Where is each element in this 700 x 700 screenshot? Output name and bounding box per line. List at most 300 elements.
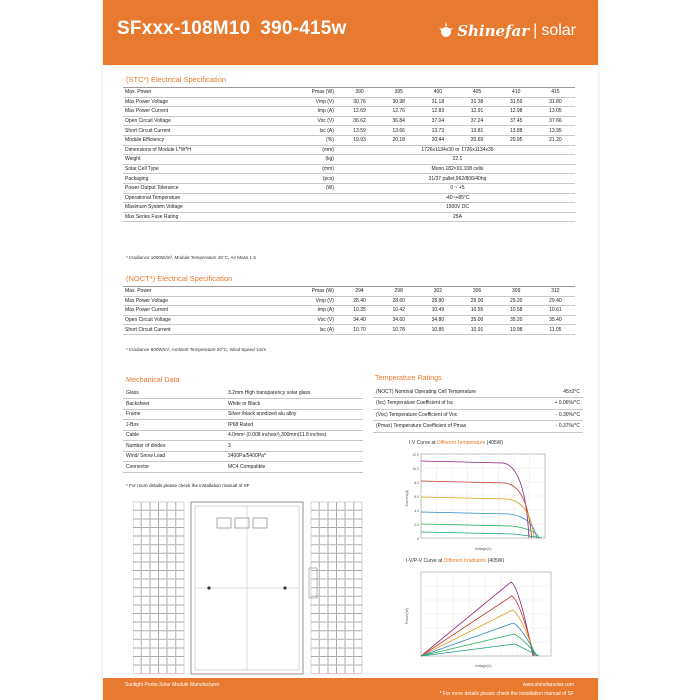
table-row: [123, 441, 363, 452]
row-value: 35.00: [457, 315, 496, 325]
cell: [345, 657, 353, 665]
cell: [159, 571, 167, 579]
cell: [311, 657, 319, 665]
cell: [176, 511, 184, 519]
cell: [328, 545, 336, 553]
cell: [167, 502, 175, 510]
row-value: 415: [536, 88, 575, 98]
cell: [142, 502, 150, 510]
cell: [150, 571, 158, 579]
pv-curve-title: I-V/P-V Curve at Different Irradiation (405W): [406, 558, 505, 564]
cell: [167, 588, 175, 596]
cell: [150, 579, 158, 587]
cell: [159, 605, 167, 613]
row-value: 10.70: [340, 325, 379, 335]
cell: [337, 502, 345, 510]
row-value: 37.45: [497, 116, 536, 126]
row-label: (Voc) Temperature Coefficient of Voc: [373, 409, 535, 421]
row-value: 31.80: [536, 97, 575, 107]
cell: [320, 571, 328, 579]
row-value: 12.98: [497, 107, 536, 117]
row-label: Max Series Fuse Rating: [123, 212, 274, 222]
y-tick-label: 6.0: [414, 495, 419, 499]
cell: [159, 562, 167, 570]
cell: [133, 657, 141, 665]
row-value: Silver /black anodized alu alloy: [225, 409, 363, 420]
cell: [176, 665, 184, 673]
cell: [311, 511, 319, 519]
power-range: 390-415w: [260, 18, 347, 39]
table-row: [373, 421, 583, 433]
cell: [328, 640, 336, 648]
row-unit: Voc (V): [274, 315, 340, 325]
cell: [159, 536, 167, 544]
cell: [345, 605, 353, 613]
row-value: 37.04: [418, 116, 457, 126]
cell: [176, 562, 184, 570]
row-value: 30.76: [340, 97, 379, 107]
cell: [142, 622, 150, 630]
cell: [320, 648, 328, 656]
cell: [176, 597, 184, 605]
cell: [328, 579, 336, 587]
cell: [167, 554, 175, 562]
row-value: 37.24: [457, 116, 496, 126]
cell: [167, 528, 175, 536]
stc-section-title: (STC*) Electrical Specification: [126, 75, 227, 84]
row-label: Open Circuit Voltage: [123, 315, 274, 325]
cell: [311, 579, 319, 587]
cell: [142, 640, 150, 648]
row-value: 34.40: [340, 315, 379, 325]
cell: [159, 545, 167, 553]
mechanical-section-title: Mechanical Data: [126, 375, 180, 384]
row-label: Dimensions of Module L*W*H: [123, 145, 274, 155]
cell: [159, 657, 167, 665]
table-row: [123, 296, 575, 306]
cell: [328, 511, 336, 519]
cell: [311, 519, 319, 527]
cell: [320, 605, 328, 613]
row-value: + 0.06%/°C: [535, 398, 583, 410]
row-label: Max Power Voltage: [123, 296, 274, 306]
cell: [142, 536, 150, 544]
row-unit: (pcs): [274, 174, 340, 184]
table-row: [123, 325, 575, 335]
table-row: [123, 399, 363, 410]
cell: [142, 528, 150, 536]
row-value: 12.76: [379, 107, 418, 117]
brand-separator: |: [533, 22, 538, 39]
row-value: 11.05: [536, 325, 575, 335]
cell: [328, 631, 336, 639]
cell: [320, 554, 328, 562]
cell: [133, 631, 141, 639]
cell: [150, 536, 158, 544]
y-tick-label: 10.0: [412, 467, 419, 471]
cell: [159, 665, 167, 673]
cell: [133, 554, 141, 562]
cell: [311, 502, 319, 510]
table-row: [373, 398, 583, 410]
cell: [320, 631, 328, 639]
row-value: 12.83: [418, 107, 457, 117]
row-value: 390: [340, 88, 379, 98]
table-row: [123, 164, 575, 174]
temperature-section-title: Temperature Ratings: [375, 373, 442, 382]
row-unit: Voc (V): [274, 116, 340, 126]
cell: [345, 511, 353, 519]
row-label: Operational Temperature: [123, 193, 274, 203]
table-row: [123, 212, 575, 222]
cell: [150, 502, 158, 510]
table-row: [123, 97, 575, 107]
row-label: Cable: [123, 430, 225, 441]
cell: [337, 528, 345, 536]
cell: [328, 665, 336, 673]
table-row: [123, 193, 575, 203]
row-label: Open Circuit Voltage: [123, 116, 274, 126]
row-label: Weight: [123, 155, 274, 165]
footer-website-link[interactable]: www.shinefarsolar.com: [522, 682, 574, 688]
cell: [133, 562, 141, 570]
cell: [159, 588, 167, 596]
cell: [320, 622, 328, 630]
cell: [167, 562, 175, 570]
row-label: Max. Power: [123, 88, 274, 98]
cell: [159, 631, 167, 639]
cell: [142, 665, 150, 673]
page-title: [117, 18, 346, 40]
cell: [150, 562, 158, 570]
cell: [311, 665, 319, 673]
cell: [328, 571, 336, 579]
cell: [345, 519, 353, 527]
row-value: 0 ~ +5: [340, 183, 575, 193]
cell: [176, 631, 184, 639]
cell: [150, 511, 158, 519]
row-value: 34.60: [379, 315, 418, 325]
row-value: 25A: [340, 212, 575, 222]
cell: [320, 657, 328, 665]
row-value: 3.2mm High transparency solar glass: [225, 388, 363, 399]
row-label: Max Power Current: [123, 107, 274, 117]
brand-subtitle: solar: [541, 22, 576, 39]
cell: [167, 511, 175, 519]
cell: [354, 545, 362, 553]
cell: [142, 554, 150, 562]
cell: [150, 545, 158, 553]
cell: [133, 614, 141, 622]
cell: [150, 622, 158, 630]
cell: [176, 536, 184, 544]
row-value: 1500V DC: [340, 203, 575, 213]
cell: [142, 571, 150, 579]
cell: [167, 665, 175, 673]
row-value: - 0.37%/°C: [535, 421, 583, 433]
cell: [167, 519, 175, 527]
row-value: 12.91: [457, 107, 496, 117]
row-label: Number of diodes: [123, 441, 225, 452]
cell: [337, 536, 345, 544]
cell: [354, 579, 362, 587]
noct-note: * Irradiance 800W/m², Ambient Temperature 20°C, Wind Speed 1m/s: [126, 347, 266, 352]
cell: [345, 665, 353, 673]
cell: [311, 528, 319, 536]
cell: [133, 597, 141, 605]
row-label: Max Power Voltage: [123, 97, 274, 107]
stc-note: * Irradiance 1000W/m², Module Temperature 25°C, Air Mass 1.5: [126, 255, 256, 260]
cell: [320, 528, 328, 536]
cell: [176, 554, 184, 562]
cell: [311, 605, 319, 613]
row-value: 29.20: [497, 296, 536, 306]
cell: [167, 597, 175, 605]
cell: [150, 588, 158, 596]
cell: [320, 502, 328, 510]
row-label: Max. Power: [123, 287, 274, 297]
row-value: 10.58: [497, 306, 536, 316]
table-row: [123, 388, 363, 399]
cell: [167, 622, 175, 630]
cell: [311, 571, 319, 579]
cell: [311, 588, 319, 596]
cell: [176, 545, 184, 553]
row-value: 13.05: [536, 107, 575, 117]
row-value: 34.80: [418, 315, 457, 325]
table-row: [123, 451, 363, 462]
cell: [328, 519, 336, 527]
cell: [167, 536, 175, 544]
header-bar: [103, 0, 598, 65]
cell: [328, 536, 336, 544]
row-value: 12.69: [340, 107, 379, 117]
row-value: 10.55: [457, 306, 496, 316]
row-value: 302: [418, 287, 457, 297]
cell: [142, 648, 150, 656]
cell: [320, 665, 328, 673]
cell: [311, 536, 319, 544]
row-value: 1726x1134x30 or 1726x1134x35: [340, 145, 575, 155]
cell: [328, 622, 336, 630]
row-label: (Pmax) Temperature Coefficient of Pmax: [373, 421, 535, 433]
row-value: 10.35: [340, 306, 379, 316]
row-label: (NOCT) Nominal Operating Cell Temperature: [373, 386, 535, 398]
cell: [167, 571, 175, 579]
pv-x-label: Voltage(V): [474, 664, 492, 668]
cell: [354, 562, 362, 570]
row-label: (Isc) Temperature Coefficient of Isc: [373, 398, 535, 410]
footer-bar: [103, 678, 598, 700]
cell: [320, 519, 328, 527]
row-value: 306: [457, 287, 496, 297]
row-label: Maximum System Voltage: [123, 203, 274, 213]
cell: [328, 657, 336, 665]
cell: [150, 597, 158, 605]
row-value: 35.20: [497, 315, 536, 325]
cell: [167, 614, 175, 622]
row-label: Max Power Current: [123, 306, 274, 316]
cell: [133, 528, 141, 536]
row-value: 36.62: [340, 116, 379, 126]
row-value: 3: [225, 441, 363, 452]
cell: [354, 528, 362, 536]
y-tick-label: 2.0: [414, 523, 419, 527]
temperature-table: [373, 386, 583, 433]
y-tick-label: 12.0: [412, 453, 419, 457]
cell: [320, 536, 328, 544]
mechanical-table: [123, 388, 363, 473]
table-row: [123, 126, 575, 136]
cell: [176, 605, 184, 613]
cell: [337, 657, 345, 665]
table-row: [123, 409, 363, 420]
row-value: 309: [497, 287, 536, 297]
row-value: 10.49: [418, 306, 457, 316]
row-value: 31.38: [457, 97, 496, 107]
row-unit: (kg): [274, 155, 340, 165]
row-value: 10.42: [379, 306, 418, 316]
iv-y-label: Current(A): [405, 489, 409, 507]
cell: [133, 622, 141, 630]
cell: [176, 588, 184, 596]
cell: [354, 648, 362, 656]
row-value: 13.59: [340, 126, 379, 136]
row-label: Power Output Tolerance: [123, 183, 274, 193]
mechanical-note: * For more details please check the installation manual of SF: [126, 483, 250, 488]
cell: [311, 648, 319, 656]
row-unit: Imp (A): [274, 107, 340, 117]
cell: [159, 648, 167, 656]
cell: [345, 545, 353, 553]
cell: [345, 622, 353, 630]
cell: [159, 597, 167, 605]
row-value: 20.69: [457, 135, 496, 145]
cell: [337, 614, 345, 622]
table-row: [123, 183, 575, 193]
row-value: 20.95: [497, 135, 536, 145]
table-row: [123, 306, 575, 316]
cell: [337, 519, 345, 527]
cell: [328, 614, 336, 622]
row-unit: Vmp (V): [274, 97, 340, 107]
table-row: [123, 107, 575, 117]
row-value: 29.40: [536, 296, 575, 306]
row-value: 20.18: [379, 135, 418, 145]
row-label: J-Box: [123, 420, 225, 431]
cell: [345, 631, 353, 639]
cell: [159, 640, 167, 648]
cell: [311, 562, 319, 570]
cell: [176, 579, 184, 587]
table-row: [373, 386, 583, 398]
cell: [176, 657, 184, 665]
cell: [328, 528, 336, 536]
cell: [142, 562, 150, 570]
cell: [150, 665, 158, 673]
cell: [167, 657, 175, 665]
cell: [159, 622, 167, 630]
cell: [320, 640, 328, 648]
row-value: 405: [457, 88, 496, 98]
cell: [159, 554, 167, 562]
table-row: [123, 203, 575, 213]
cell: [176, 571, 184, 579]
cell: [176, 614, 184, 622]
cell: [354, 631, 362, 639]
cell: [133, 605, 141, 613]
cell: [176, 528, 184, 536]
cell: [176, 640, 184, 648]
iv-temperature-chart: [403, 448, 553, 553]
footer-note: * For more details please check the installation manual of SF: [439, 691, 574, 697]
cell: [337, 588, 345, 596]
cell: [337, 605, 345, 613]
y-tick-label: 8.0: [414, 481, 419, 485]
cell: [345, 648, 353, 656]
cell: [311, 554, 319, 562]
cell: [354, 640, 362, 648]
cell: [133, 511, 141, 519]
row-value: 298: [379, 287, 418, 297]
row-value: White or Black: [225, 399, 363, 410]
cell: [354, 597, 362, 605]
cell: [159, 502, 167, 510]
cell: [337, 622, 345, 630]
brand-logo: [437, 20, 576, 42]
cell: [328, 605, 336, 613]
cell: [337, 648, 345, 656]
row-unit: (mm): [274, 164, 340, 174]
cell: [337, 511, 345, 519]
cell: [159, 528, 167, 536]
table-row: [123, 174, 575, 184]
row-value: 13.81: [457, 126, 496, 136]
row-unit: (mm): [274, 145, 340, 155]
pv-y-label: Power(W): [405, 608, 409, 624]
row-value: 13.66: [379, 126, 418, 136]
cell: [150, 614, 158, 622]
row-label: Packaging: [123, 174, 274, 184]
cell: [133, 571, 141, 579]
row-value: 28.80: [418, 296, 457, 306]
cell: [167, 605, 175, 613]
row-label: Frame: [123, 409, 225, 420]
cell: [345, 571, 353, 579]
row-value: 20.44: [418, 135, 457, 145]
cell: [167, 545, 175, 553]
cell: [133, 665, 141, 673]
cell: [159, 614, 167, 622]
row-value: 10.98: [497, 325, 536, 335]
row-unit: Isc (A): [274, 126, 340, 136]
row-value: 31.59: [497, 97, 536, 107]
cell: [142, 545, 150, 553]
stc-spec-table: [123, 87, 575, 222]
cell: [150, 648, 158, 656]
cell: [133, 536, 141, 544]
cell: [354, 622, 362, 630]
module-diagram-icon: [133, 498, 363, 678]
cell: [320, 545, 328, 553]
cell: [337, 579, 345, 587]
noct-section-title: (NOCT*) Electrical Specification: [126, 274, 233, 283]
row-value: 35.40: [536, 315, 575, 325]
cell: [337, 597, 345, 605]
row-unit: [274, 203, 340, 213]
table-row: [123, 287, 575, 297]
row-value: 31/37 pallet,962/806/40hq: [340, 174, 575, 184]
